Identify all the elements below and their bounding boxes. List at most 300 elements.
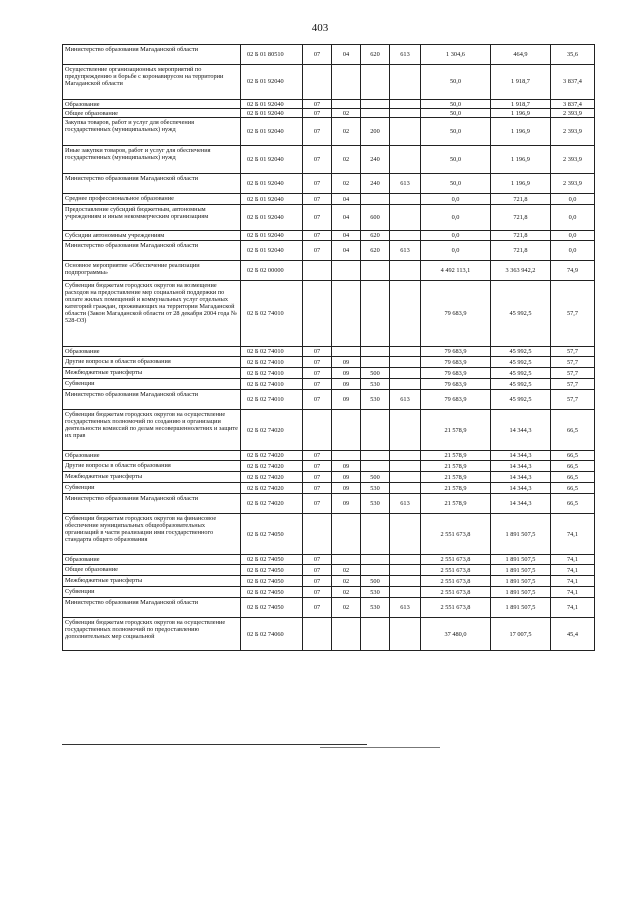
row-administrator-cell: 613	[390, 598, 421, 618]
table-row	[63, 618, 595, 651]
row-subsection-cell: 02	[332, 587, 361, 598]
row-administrator-cell	[390, 451, 421, 461]
table-row	[63, 194, 595, 205]
row-section-cell: 07	[303, 118, 332, 146]
row-subsection-cell: 04	[332, 241, 361, 261]
row-executed-cell: 14 344,3	[491, 451, 551, 461]
row-executed-cell: 1 891 507,5	[491, 565, 551, 576]
row-code-cell: 02 Б 02 74020	[241, 461, 303, 472]
row-administrator-cell	[390, 461, 421, 472]
row-section-cell: 07	[303, 368, 332, 379]
row-expense-type-cell: 600	[361, 205, 390, 231]
row-expense-type-cell: 200	[361, 118, 390, 146]
table-row	[63, 576, 595, 587]
row-code-cell: 02 Б 02 74010	[241, 281, 303, 347]
row-subsection-cell	[332, 100, 361, 109]
footer-rule	[62, 744, 367, 745]
row-expense-type-cell: 240	[361, 174, 390, 194]
row-administrator-cell	[390, 576, 421, 587]
row-expense-type-cell	[361, 347, 390, 357]
table-row	[63, 598, 595, 618]
row-expense-type-cell	[361, 555, 390, 565]
row-administrator-cell: 613	[390, 494, 421, 514]
row-percent-cell: 0,0	[551, 231, 595, 241]
row-code-cell: 02 Б 01 92040	[241, 118, 303, 146]
table-row	[63, 118, 595, 146]
row-expense-type-cell	[361, 461, 390, 472]
row-subsection-cell: 09	[332, 379, 361, 390]
table-row	[63, 379, 595, 390]
row-code-cell: 02 Б 02 74010	[241, 357, 303, 368]
row-expense-type-cell: 620	[361, 45, 390, 65]
row-percent-cell: 2 393,9	[551, 146, 595, 174]
row-planned-cell: 50,0	[421, 65, 491, 100]
row-planned-cell: 50,0	[421, 109, 491, 118]
table-row	[63, 514, 595, 555]
row-administrator-cell	[390, 281, 421, 347]
row-percent-cell: 35,6	[551, 45, 595, 65]
row-expense-type-cell	[361, 618, 390, 651]
row-administrator-cell	[390, 261, 421, 281]
row-subsection-cell: 02	[332, 598, 361, 618]
row-subsection-cell: 09	[332, 483, 361, 494]
row-expense-type-cell: 240	[361, 146, 390, 174]
row-administrator-cell	[390, 618, 421, 651]
row-percent-cell: 74,1	[551, 576, 595, 587]
table-row	[63, 357, 595, 368]
row-name-cell: Образование	[63, 347, 241, 357]
row-planned-cell: 50,0	[421, 118, 491, 146]
row-planned-cell: 50,0	[421, 100, 491, 109]
row-administrator-cell	[390, 514, 421, 555]
row-percent-cell: 66,5	[551, 494, 595, 514]
row-code-cell: 02 Б 02 74050	[241, 514, 303, 555]
table-row	[63, 565, 595, 576]
row-administrator-cell: 613	[390, 174, 421, 194]
table-row	[63, 410, 595, 451]
row-name-cell: Министерство образования Магаданской области	[63, 494, 241, 514]
row-code-cell: 02 Б 02 74060	[241, 618, 303, 651]
row-executed-cell: 3 363 942,2	[491, 261, 551, 281]
row-planned-cell: 79 683,9	[421, 379, 491, 390]
row-planned-cell: 50,0	[421, 174, 491, 194]
table-row	[63, 555, 595, 565]
row-planned-cell: 2 551 673,8	[421, 576, 491, 587]
row-name-cell: Иные закупки товаров, работ и услуг для обеспечения государственных (муниципальных) нужд	[63, 146, 241, 174]
row-expense-type-cell: 500	[361, 576, 390, 587]
row-planned-cell: 21 578,9	[421, 410, 491, 451]
row-code-cell: 02 Б 01 92040	[241, 109, 303, 118]
row-executed-cell: 721,8	[491, 194, 551, 205]
row-administrator-cell	[390, 205, 421, 231]
row-planned-cell: 79 683,9	[421, 390, 491, 410]
row-administrator-cell	[390, 100, 421, 109]
table-row	[63, 205, 595, 231]
row-percent-cell: 66,5	[551, 483, 595, 494]
row-executed-cell: 1 891 507,5	[491, 555, 551, 565]
row-executed-cell: 721,8	[491, 241, 551, 261]
row-administrator-cell	[390, 368, 421, 379]
row-section-cell	[303, 261, 332, 281]
row-subsection-cell: 09	[332, 472, 361, 483]
budget-table	[62, 44, 595, 651]
row-name-cell: Субвенции	[63, 587, 241, 598]
row-section-cell: 07	[303, 347, 332, 357]
row-section-cell: 07	[303, 472, 332, 483]
row-name-cell: Другие вопросы в области образования	[63, 357, 241, 368]
row-subsection-cell	[332, 281, 361, 347]
row-name-cell: Министерство образования Магаданской области	[63, 45, 241, 65]
table-row	[63, 174, 595, 194]
row-code-cell: 02 Б 02 74050	[241, 598, 303, 618]
row-percent-cell: 0,0	[551, 194, 595, 205]
row-executed-cell: 464,9	[491, 45, 551, 65]
row-planned-cell: 37 480,0	[421, 618, 491, 651]
row-executed-cell: 45 992,5	[491, 368, 551, 379]
row-administrator-cell	[390, 109, 421, 118]
row-expense-type-cell	[361, 410, 390, 451]
row-executed-cell: 1 196,9	[491, 109, 551, 118]
row-expense-type-cell: 530	[361, 587, 390, 598]
row-expense-type-cell	[361, 109, 390, 118]
row-expense-type-cell	[361, 100, 390, 109]
row-subsection-cell	[332, 410, 361, 451]
row-subsection-cell: 02	[332, 109, 361, 118]
row-subsection-cell: 04	[332, 231, 361, 241]
row-code-cell: 02 Б 02 74020	[241, 483, 303, 494]
table-row	[63, 587, 595, 598]
row-section-cell	[303, 618, 332, 651]
row-planned-cell: 0,0	[421, 241, 491, 261]
row-section-cell: 07	[303, 379, 332, 390]
row-subsection-cell	[332, 451, 361, 461]
row-administrator-cell	[390, 555, 421, 565]
row-section-cell: 07	[303, 357, 332, 368]
row-expense-type-cell: 530	[361, 483, 390, 494]
table-row	[63, 494, 595, 514]
table-row	[63, 241, 595, 261]
row-executed-cell: 1 891 507,5	[491, 514, 551, 555]
row-name-cell: Межбюджетные трансферты	[63, 472, 241, 483]
row-percent-cell: 66,5	[551, 461, 595, 472]
row-code-cell: 02 Б 01 92040	[241, 100, 303, 109]
row-name-cell: Межбюджетные трансферты	[63, 368, 241, 379]
row-administrator-cell	[390, 379, 421, 390]
row-planned-cell: 2 551 673,8	[421, 565, 491, 576]
row-administrator-cell	[390, 231, 421, 241]
row-administrator-cell	[390, 146, 421, 174]
row-percent-cell: 74,1	[551, 555, 595, 565]
row-name-cell: Субвенции бюджетам городских округов на осуществление государственных полномочий по предоставлению дополнительных мер социальной	[63, 618, 241, 651]
row-expense-type-cell: 500	[361, 472, 390, 483]
row-administrator-cell	[390, 65, 421, 100]
row-executed-cell: 1 891 507,5	[491, 576, 551, 587]
row-percent-cell: 57,7	[551, 281, 595, 347]
row-section-cell	[303, 410, 332, 451]
row-name-cell: Общее образование	[63, 109, 241, 118]
row-planned-cell: 21 578,9	[421, 483, 491, 494]
row-name-cell: Образование	[63, 555, 241, 565]
row-planned-cell: 1 304,6	[421, 45, 491, 65]
row-section-cell: 07	[303, 598, 332, 618]
row-section-cell: 07	[303, 109, 332, 118]
row-executed-cell: 45 992,5	[491, 281, 551, 347]
row-subsection-cell: 02	[332, 174, 361, 194]
row-section-cell: 07	[303, 555, 332, 565]
row-name-cell: Субвенции бюджетам городских округов на финансовое обеспечение муниципальных общеобразовательных организаций в части реализации ими государственного стандарта общего образования	[63, 514, 241, 555]
table-row	[63, 109, 595, 118]
row-percent-cell: 2 393,9	[551, 109, 595, 118]
row-section-cell: 07	[303, 194, 332, 205]
row-section-cell: 07	[303, 390, 332, 410]
table-row	[63, 483, 595, 494]
row-expense-type-cell	[361, 261, 390, 281]
row-code-cell: 02 Б 02 74050	[241, 587, 303, 598]
row-administrator-cell	[390, 357, 421, 368]
row-planned-cell: 2 551 673,8	[421, 555, 491, 565]
table-row	[63, 281, 595, 347]
row-expense-type-cell	[361, 281, 390, 347]
row-name-cell: Министерство образования Магаданской области	[63, 390, 241, 410]
table-row	[63, 231, 595, 241]
row-subsection-cell: 02	[332, 118, 361, 146]
row-code-cell: 02 Б 02 74050	[241, 565, 303, 576]
row-section-cell: 07	[303, 205, 332, 231]
row-section-cell: 07	[303, 565, 332, 576]
row-name-cell: Субвенции бюджетам городских округов на осуществление государственных полномочий по созданию и организации деятельности комиссий по делам несовершеннолетних и защите их прав	[63, 410, 241, 451]
page-number: 403	[311, 22, 329, 34]
table-row	[63, 261, 595, 281]
row-name-cell: Образование	[63, 451, 241, 461]
row-administrator-cell	[390, 565, 421, 576]
row-administrator-cell: 613	[390, 390, 421, 410]
row-executed-cell: 17 007,5	[491, 618, 551, 651]
row-expense-type-cell: 530	[361, 494, 390, 514]
row-section-cell: 07	[303, 100, 332, 109]
row-executed-cell: 1 196,9	[491, 174, 551, 194]
row-planned-cell: 79 683,9	[421, 357, 491, 368]
row-executed-cell: 1 891 507,5	[491, 598, 551, 618]
row-executed-cell: 1 196,9	[491, 118, 551, 146]
row-planned-cell: 50,0	[421, 146, 491, 174]
row-subsection-cell: 09	[332, 368, 361, 379]
row-planned-cell: 21 578,9	[421, 451, 491, 461]
row-section-cell: 07	[303, 587, 332, 598]
table-row	[63, 146, 595, 174]
row-expense-type-cell	[361, 514, 390, 555]
row-percent-cell: 74,1	[551, 587, 595, 598]
row-code-cell: 02 Б 01 92040	[241, 65, 303, 100]
row-administrator-cell	[390, 347, 421, 357]
row-code-cell: 02 Б 02 00000	[241, 261, 303, 281]
row-percent-cell: 45,4	[551, 618, 595, 651]
row-expense-type-cell: 530	[361, 390, 390, 410]
row-name-cell: Субвенции бюджетам городских округов на возмещение расходов на предоставление мер социальной поддержки по оплате жилых помещений и коммунальных услуг отдельных категорий граждан, проживающих на территории Магаданской области (Закон Магаданской области от 28 декабря 2004 года № 528-ОЗ)	[63, 281, 241, 347]
row-executed-cell: 721,8	[491, 231, 551, 241]
row-subsection-cell: 04	[332, 205, 361, 231]
row-percent-cell: 57,7	[551, 357, 595, 368]
row-code-cell: 02 Б 02 74010	[241, 347, 303, 357]
row-subsection-cell	[332, 555, 361, 565]
row-percent-cell: 2 393,9	[551, 118, 595, 146]
row-name-cell: Предоставление субсидий бюджетным, автономным учреждениям и иным некоммерческим организациям	[63, 205, 241, 231]
row-name-cell: Основное мероприятие «Обеспечение реализации подпрограммы»	[63, 261, 241, 281]
row-subsection-cell: 09	[332, 494, 361, 514]
row-subsection-cell: 09	[332, 357, 361, 368]
row-subsection-cell: 09	[332, 390, 361, 410]
row-administrator-cell	[390, 483, 421, 494]
row-section-cell	[303, 514, 332, 555]
table-row	[63, 100, 595, 109]
row-name-cell: Субсидии автономным учреждениям	[63, 231, 241, 241]
row-subsection-cell	[332, 65, 361, 100]
row-executed-cell: 14 344,3	[491, 494, 551, 514]
table-row	[63, 347, 595, 357]
row-section-cell	[303, 281, 332, 347]
row-subsection-cell	[332, 514, 361, 555]
row-executed-cell: 45 992,5	[491, 379, 551, 390]
row-executed-cell: 14 344,3	[491, 461, 551, 472]
row-executed-cell: 1 196,9	[491, 146, 551, 174]
row-percent-cell: 57,7	[551, 390, 595, 410]
row-administrator-cell	[390, 410, 421, 451]
row-code-cell: 02 Б 02 74010	[241, 368, 303, 379]
row-executed-cell: 14 344,3	[491, 472, 551, 483]
row-executed-cell: 1 891 507,5	[491, 587, 551, 598]
row-expense-type-cell: 620	[361, 241, 390, 261]
row-percent-cell: 66,5	[551, 472, 595, 483]
row-percent-cell: 0,0	[551, 241, 595, 261]
row-code-cell: 02 Б 02 74010	[241, 379, 303, 390]
row-percent-cell: 66,5	[551, 410, 595, 451]
row-planned-cell: 79 683,9	[421, 281, 491, 347]
row-administrator-cell: 613	[390, 45, 421, 65]
row-executed-cell: 14 344,3	[491, 483, 551, 494]
footer-rule-thin	[320, 747, 440, 748]
row-subsection-cell: 04	[332, 45, 361, 65]
row-code-cell: 02 Б 02 74010	[241, 390, 303, 410]
row-code-cell: 02 Б 01 92040	[241, 241, 303, 261]
row-name-cell: Образование	[63, 100, 241, 109]
row-name-cell: Общее образование	[63, 565, 241, 576]
row-percent-cell: 74,1	[551, 565, 595, 576]
row-section-cell: 07	[303, 451, 332, 461]
row-expense-type-cell	[361, 451, 390, 461]
row-planned-cell: 21 578,9	[421, 461, 491, 472]
row-expense-type-cell	[361, 194, 390, 205]
table-row	[63, 65, 595, 100]
row-code-cell: 02 Б 01 92040	[241, 205, 303, 231]
row-code-cell: 02 Б 01 92040	[241, 174, 303, 194]
table-row	[63, 461, 595, 472]
row-code-cell: 02 Б 02 74020	[241, 472, 303, 483]
row-expense-type-cell: 530	[361, 598, 390, 618]
row-name-cell: Межбюджетные трансферты	[63, 576, 241, 587]
row-percent-cell: 3 837,4	[551, 100, 595, 109]
row-executed-cell: 45 992,5	[491, 347, 551, 357]
row-administrator-cell	[390, 587, 421, 598]
row-subsection-cell: 02	[332, 146, 361, 174]
row-section-cell: 07	[303, 483, 332, 494]
row-section-cell: 07	[303, 494, 332, 514]
budget-table-body	[63, 45, 595, 651]
row-code-cell: 02 Б 01 92040	[241, 146, 303, 174]
row-percent-cell: 2 393,9	[551, 174, 595, 194]
table-row	[63, 45, 595, 65]
row-name-cell: Среднее профессиональное образование	[63, 194, 241, 205]
row-planned-cell: 21 578,9	[421, 472, 491, 483]
row-expense-type-cell: 530	[361, 379, 390, 390]
row-subsection-cell: 04	[332, 194, 361, 205]
row-subsection-cell: 02	[332, 576, 361, 587]
row-percent-cell: 0,0	[551, 205, 595, 231]
row-name-cell: Министерство образования Магаданской области	[63, 241, 241, 261]
row-section-cell: 07	[303, 576, 332, 587]
row-subsection-cell	[332, 618, 361, 651]
row-subsection-cell: 02	[332, 565, 361, 576]
row-code-cell: 02 Б 02 74020	[241, 410, 303, 451]
row-planned-cell: 4 492 113,1	[421, 261, 491, 281]
row-percent-cell: 3 837,4	[551, 65, 595, 100]
row-expense-type-cell	[361, 357, 390, 368]
table-row	[63, 472, 595, 483]
row-planned-cell: 2 551 673,8	[421, 587, 491, 598]
row-name-cell: Субвенции	[63, 379, 241, 390]
row-subsection-cell	[332, 347, 361, 357]
row-code-cell: 02 Б 01 92040	[241, 194, 303, 205]
row-planned-cell: 0,0	[421, 205, 491, 231]
row-executed-cell: 1 918,7	[491, 65, 551, 100]
row-executed-cell: 14 344,3	[491, 410, 551, 451]
row-code-cell: 02 Б 01 92040	[241, 231, 303, 241]
row-planned-cell: 0,0	[421, 194, 491, 205]
row-name-cell: Субвенции	[63, 483, 241, 494]
row-planned-cell: 79 683,9	[421, 368, 491, 379]
row-code-cell: 02 Б 02 74050	[241, 555, 303, 565]
row-subsection-cell	[332, 261, 361, 281]
row-planned-cell: 79 683,9	[421, 347, 491, 357]
row-subsection-cell: 09	[332, 461, 361, 472]
row-name-cell: Закупка товаров, работ и услуг для обеспечения государственных (муниципальных) нужд	[63, 118, 241, 146]
row-code-cell: 02 Б 02 74020	[241, 494, 303, 514]
row-section-cell: 07	[303, 461, 332, 472]
row-percent-cell: 57,7	[551, 347, 595, 357]
row-code-cell: 02 Б 02 74050	[241, 576, 303, 587]
row-percent-cell: 57,7	[551, 379, 595, 390]
row-planned-cell: 2 551 673,8	[421, 514, 491, 555]
row-expense-type-cell	[361, 565, 390, 576]
row-name-cell: Министерство образования Магаданской области	[63, 174, 241, 194]
row-code-cell: 02 Б 02 74020	[241, 451, 303, 461]
row-executed-cell: 721,8	[491, 205, 551, 231]
table-row	[63, 368, 595, 379]
row-name-cell: Осуществление организационных мероприятий по предупреждению и борьбе с коронавирусом на территории Магаданской области	[63, 65, 241, 100]
row-percent-cell: 74,1	[551, 514, 595, 555]
table-row	[63, 451, 595, 461]
row-expense-type-cell: 500	[361, 368, 390, 379]
table-row	[63, 390, 595, 410]
row-section-cell: 07	[303, 45, 332, 65]
row-administrator-cell	[390, 118, 421, 146]
row-percent-cell: 57,7	[551, 368, 595, 379]
row-planned-cell: 2 551 673,8	[421, 598, 491, 618]
row-code-cell: 02 Б 01 80510	[241, 45, 303, 65]
row-name-cell: Другие вопросы в области образования	[63, 461, 241, 472]
row-administrator-cell	[390, 472, 421, 483]
row-planned-cell: 21 578,9	[421, 494, 491, 514]
row-section-cell: 07	[303, 146, 332, 174]
row-percent-cell: 74,9	[551, 261, 595, 281]
